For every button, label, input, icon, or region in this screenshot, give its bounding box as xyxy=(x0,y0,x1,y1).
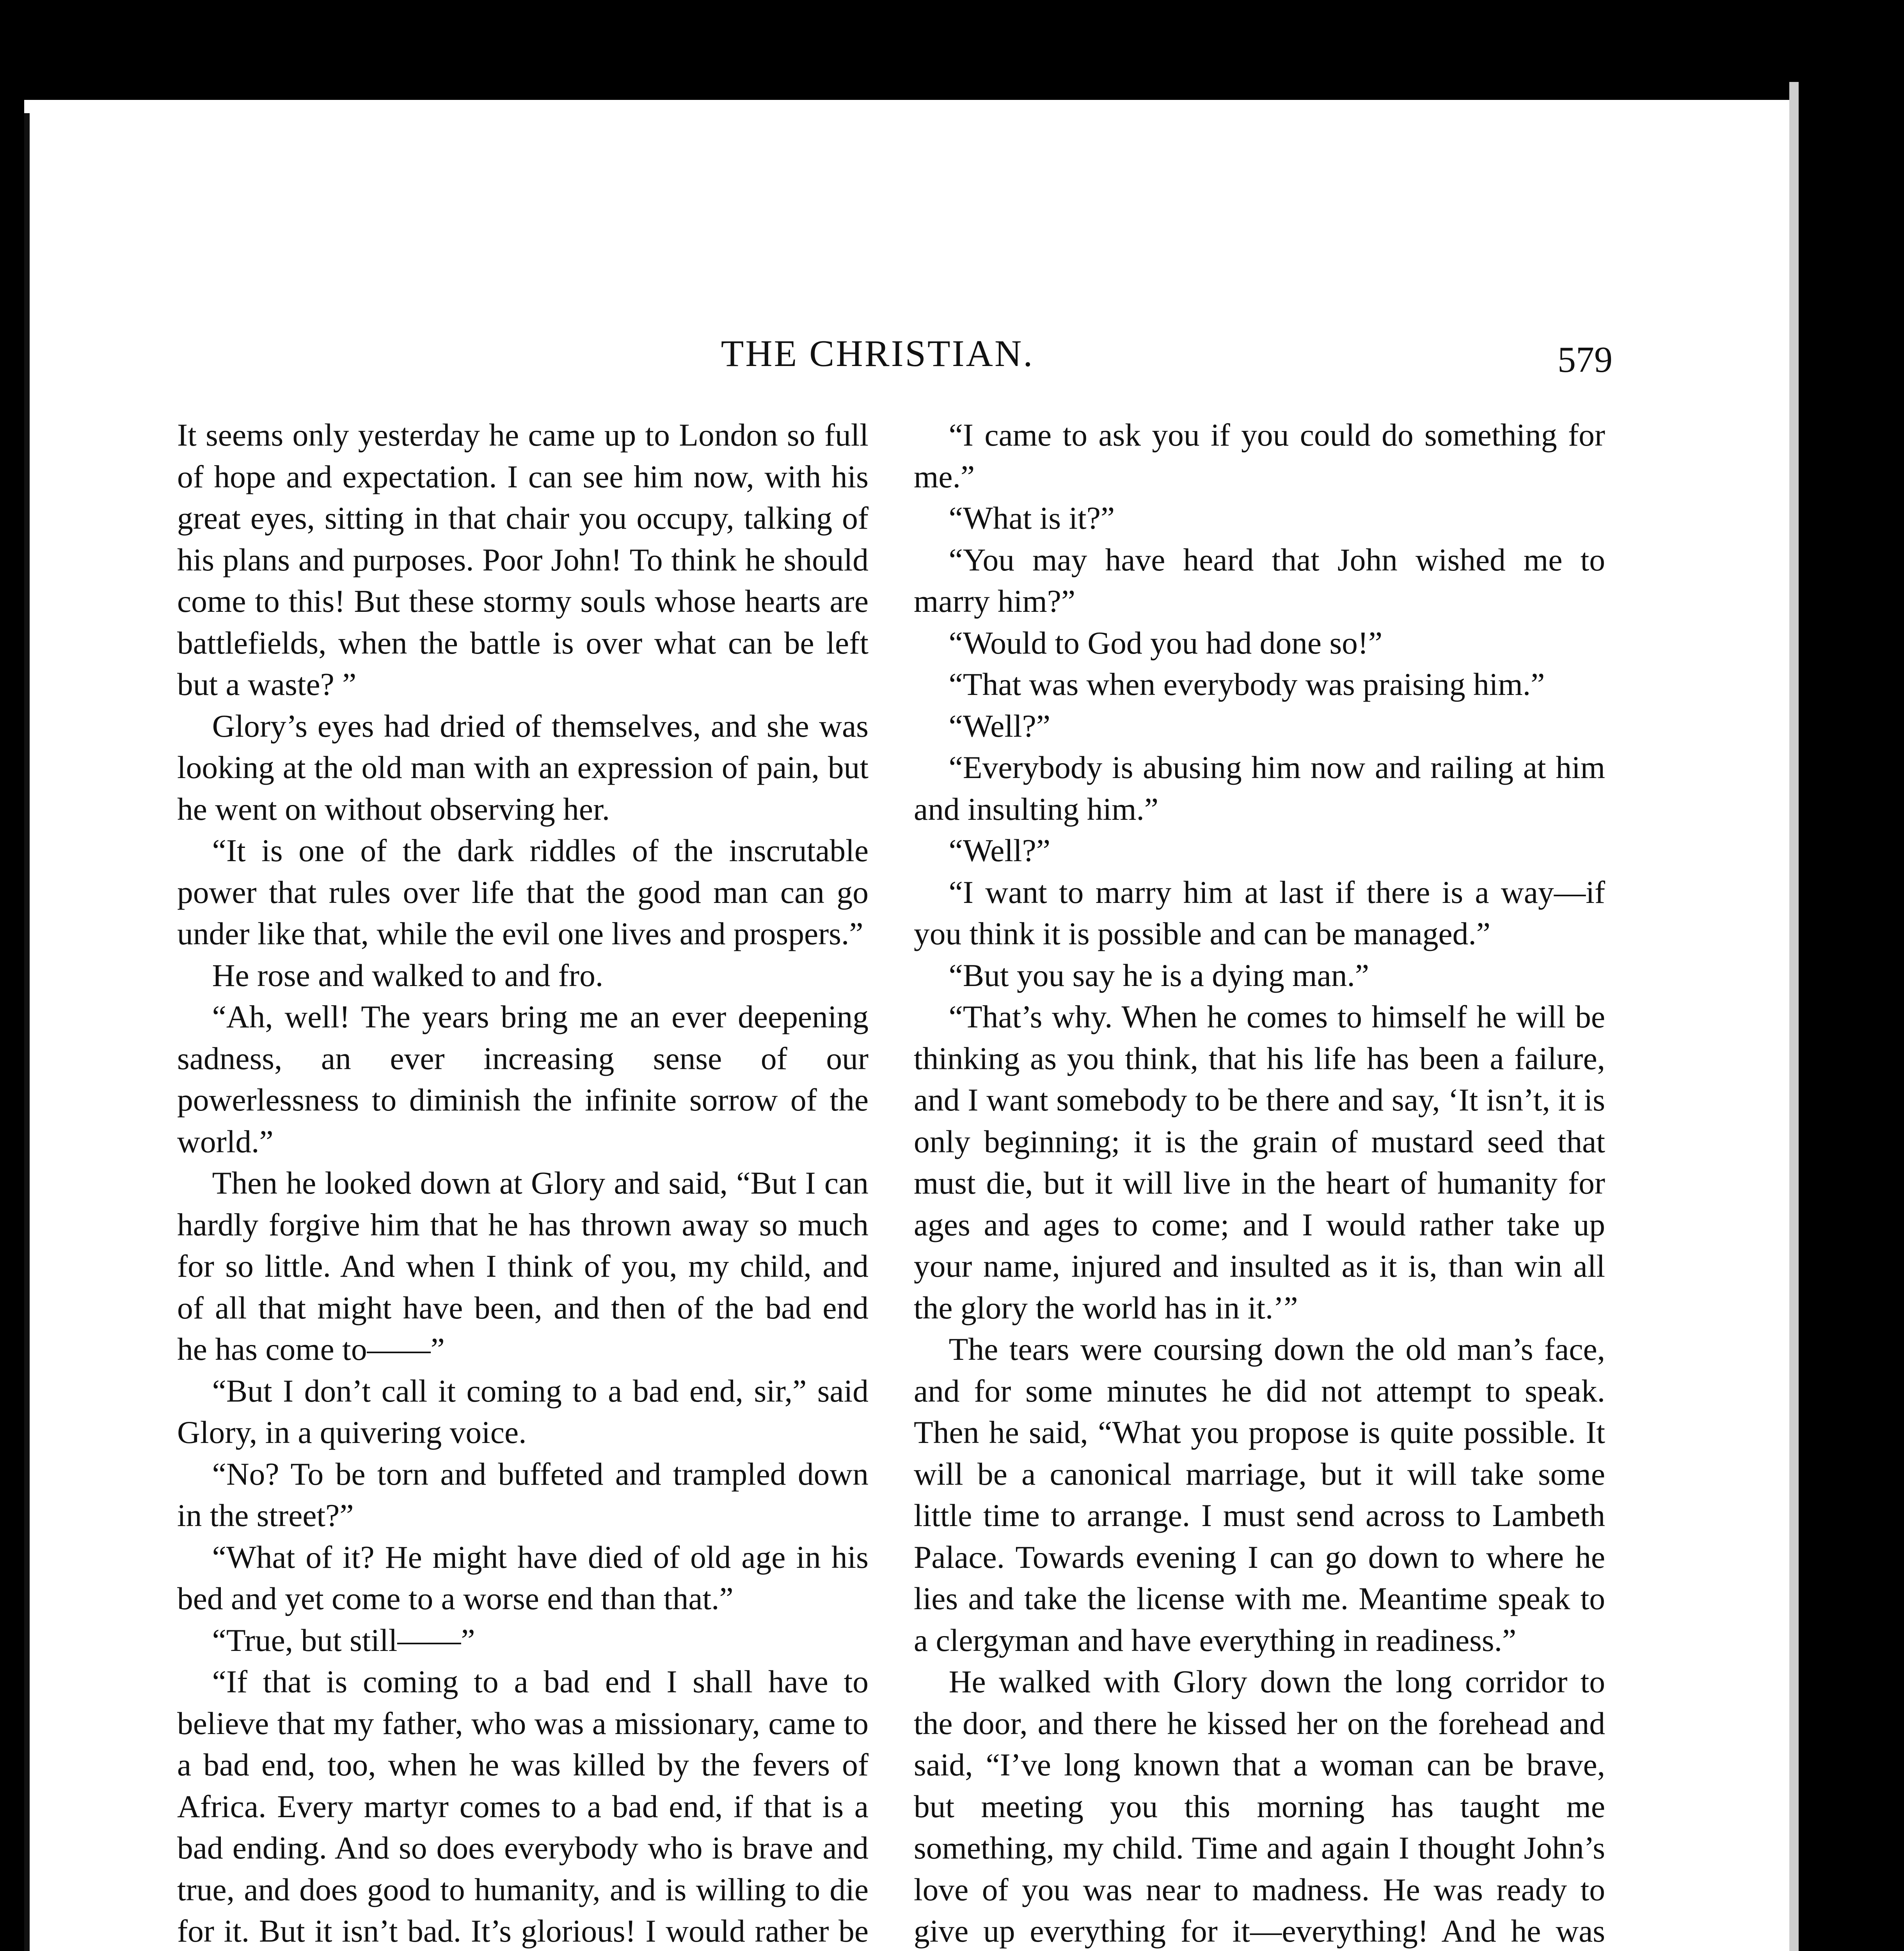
paragraph: “I want to marry him at last if there is a way—if you think it is possible and can be managed.” xyxy=(914,874,1605,951)
paragraph: Then he looked down at Glory and said, “But I can hardly forgive him that he has thrown away so much for so little. And when I think of you, my child, and of all that might have been, and then of the bad end he has come to——” xyxy=(177,1165,869,1367)
paragraph: “I came to ask you if you could do something for me.” xyxy=(914,417,1605,494)
right-column xyxy=(914,414,1605,1951)
page-edge xyxy=(1789,82,1799,1951)
paragraph: “Would to God you had done so!” xyxy=(948,625,1383,661)
paragraph: Glory’s eyes had dried of themselves, and she was looking at the old man with an expression of pain, but he went on without observing her. xyxy=(177,708,869,827)
paragraph: The tears were coursing down the old man’s face, and for some minutes he did not attempt to speak. Then he said, “What you propose is quite possible. It will be a canonical marriage, but it will take some little time to arrange. I must send across to Lambeth Palace. Towards evening I can go down to where he lies and take the license with me. Meantime speak to a clergyman and have everything in readiness.” xyxy=(914,1331,1605,1658)
paragraph: “Everybody is abusing him now and railing at him and insulting him.” xyxy=(914,750,1605,827)
running-title: THE CHRISTIAN. xyxy=(721,332,1034,374)
paragraph: He rose and walked to and fro. xyxy=(212,957,604,993)
paragraph: “But you say he is a dying man.” xyxy=(948,957,1369,993)
paragraph: “You may have heard that John wished me to marry him?” xyxy=(914,542,1605,619)
paragraph: “That’s why. When he comes to himself he will be thinking as you think, that his life has been a failure, and I want somebody to be there and say, ‘It isn’t, it is only beginning; it is the grain of mustard seed that must die, but it will live in the heart of humanity for ages and ages to come; and I would rather take up your name, injured and insulted as it is, than win all the glory the world has in it.’” xyxy=(914,999,1605,1326)
paragraph: “But I don’t call it coming to a bad end, sir,” said Glory, in a quivering voice. xyxy=(177,1373,869,1450)
paragraph: “What is it?” xyxy=(948,500,1115,536)
book-page xyxy=(24,100,1789,1951)
paragraph: “Well?” xyxy=(948,833,1051,868)
paragraph: “True, but still——” xyxy=(212,1622,475,1658)
paragraph: “That was when everybody was praising him.” xyxy=(948,666,1545,702)
left-column xyxy=(177,414,869,1951)
paragraph: He walked with Glory down the long corridor to the door, and there he kissed her on the forehead and said, “I’ve long known that a woman can be brave, but meeting you this morning has taught me something, my child. Time and again I thought John’s love of you was near to madness. He was ready to give up everything for it—everything! And he was xyxy=(914,1664,1605,1949)
paragraph: “No? To be torn and buffeted and trampled down in the street?” xyxy=(177,1456,869,1533)
page-number: 579 xyxy=(1558,339,1613,380)
paragraph: “What of it? He might have died of old age in his bed and yet come to a worse end than that.” xyxy=(177,1539,869,1616)
paragraph: It seems only yesterday he came up to London so full of hope and expectation. I can see him now, with his great eyes, sitting in that chair you occupy, talking of his plans and purposes. Poor John! To think he should come to this! But these stormy souls whose hearts are battlefields, when the battle is over what can be left but a waste? ” xyxy=(177,417,869,702)
paragraph: “Well?” xyxy=(948,708,1051,744)
running-head xyxy=(24,332,1789,375)
paragraph: “Ah, well! The years bring me an ever deepening sadness, an ever increasing sense of our powerlessness to diminish the infinite sorrow of the world.” xyxy=(177,999,869,1159)
paragraph: “If that is coming to a bad end I shall have to believe that my father, who was a missionary, came to a bad end, too, when he was killed by the fevers of Africa. Every martyr comes to a bad end, if that is a bad ending. And so does everybody who is brave and true, and does good to humanity, and is willing to die for it. But it isn’t bad. It’s glorious! I would rather be xyxy=(177,1664,869,1949)
paragraph: “It is one of the dark riddles of the inscrutable power that rules over life that the good man can go under like that, while the evil one lives and prospers.” xyxy=(177,833,869,951)
binding-shadow xyxy=(24,113,30,1951)
